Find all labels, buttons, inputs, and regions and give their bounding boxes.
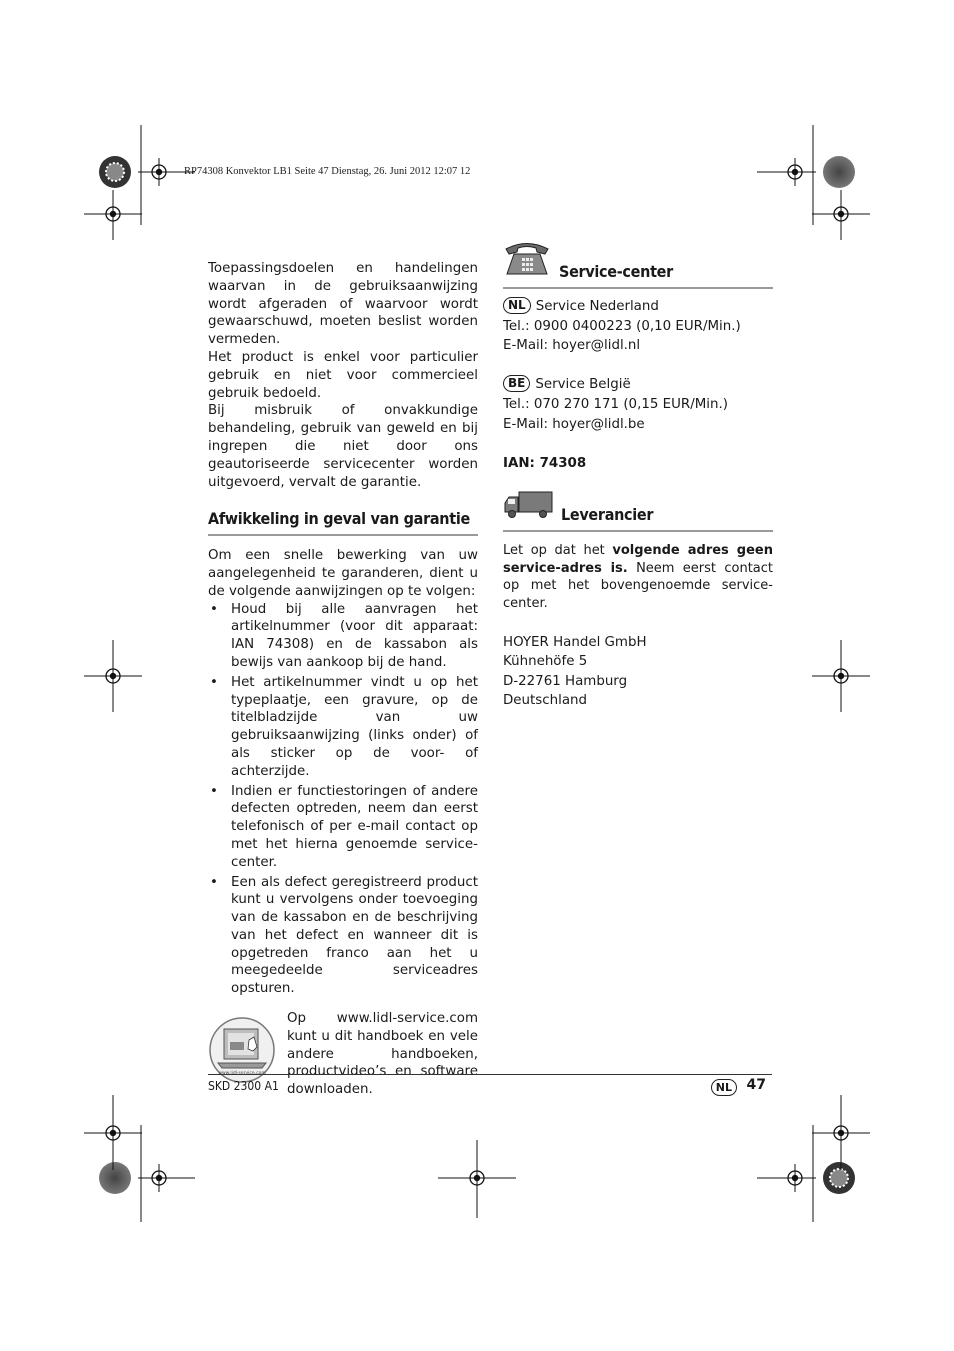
warranty-intro: Om een snelle bewerking van uw aangelegenheid te garanderen, dient u de volgende aanwijzingen op te volgen: xyxy=(208,548,478,599)
starburst-mark-tl xyxy=(99,156,131,188)
page-number: 47 xyxy=(746,1077,766,1093)
print-header: RP74308 Konvektor LB1 Seite 47 Dienstag, 26. Juni 2012 12:07 12 xyxy=(184,166,471,177)
starburst-mark-bl xyxy=(99,1162,131,1194)
starburst-mark-tr xyxy=(823,156,855,188)
list-item: • Een als defect geregistreerd product kunt u vervolgens onder toevoeging van de kassabon en de beschrijving van het defect en wanneer dit is opgetreden franco aan het u meegedeelde serviceadres opsturen. xyxy=(210,874,478,997)
service-nl: NL Service Nederland Tel.: 0900 0400223 (0,10 EUR/Min.) E-Mail: hoyer@lidl.nl xyxy=(503,297,773,355)
bullet-icon: • xyxy=(210,674,218,690)
footer-nl-flag-badge: NL xyxy=(711,1079,737,1096)
supplier-title: Leverancier xyxy=(561,505,654,525)
service-center-title: Service-center xyxy=(559,262,673,281)
starburst-mark-br xyxy=(823,1162,855,1194)
warranty-bullet-list xyxy=(208,601,478,999)
truck-icon xyxy=(503,491,553,525)
service-be-email: E-Mail: hoyer@lidl.be xyxy=(503,416,645,432)
model-number: SKD 2300 A1 xyxy=(208,1079,279,1093)
ian-number: IAN: 74308 xyxy=(503,455,587,471)
address-line: Deutschland xyxy=(503,693,588,709)
address-line: HOYER Handel GmbH xyxy=(503,634,647,650)
warranty-section-title: Afwikkeling in geval van garantie xyxy=(208,510,478,536)
download-text: Op www.lidl-service.com kunt u dit handboek en vele andere handboeken, productvideo’s en software downloaden. xyxy=(287,1011,478,1098)
left-column xyxy=(208,260,478,1099)
supplier-note: Let op dat het volgende adres geen service-adres is. Neem eerst contact op met het bovengenoemde service-center. xyxy=(503,543,773,611)
right-column xyxy=(503,240,773,711)
service-center-heading xyxy=(503,240,773,289)
service-be: BE Service België Tel.: 070 270 171 (0,15 EUR/Min.) E-Mail: hoyer@lidl.be xyxy=(503,375,773,433)
bullet-icon: • xyxy=(210,874,218,890)
intro-paragraph-3: Bij misbruik of onvakkundige behandeling, gebruik van geweld en bij ingrepen die niet door ons geautoriseerde servicecenter worden uitgevoerd, vervalt de garantie. xyxy=(208,403,478,490)
nl-flag-badge: NL xyxy=(503,297,531,314)
list-item: • Indien er functiestoringen of andere defecten optreden, neem dan eerst telefonisch of per e-mail contact op met het hierna genoemde service-center. xyxy=(210,783,478,870)
be-flag-badge: BE xyxy=(503,375,530,392)
supplier-heading xyxy=(503,491,773,532)
service-nl-phone: Tel.: 0900 0400223 (0,10 EUR/Min.) xyxy=(503,318,741,334)
list-item: • Houd bij alle aanvragen het artikelnummer (voor dit apparaat: IAN 74308) en de kassabon als bewijs van aankoop bij de hand. xyxy=(210,601,478,670)
bullet-icon: • xyxy=(210,783,218,799)
service-be-phone: Tel.: 070 270 171 (0,15 EUR/Min.) xyxy=(503,396,728,412)
address-line: D-22761 Hamburg xyxy=(503,673,628,689)
telephone-icon xyxy=(503,240,551,282)
bullet-icon: • xyxy=(210,601,218,617)
intro-paragraph-1: Toepassingsdoelen en handelingen waarvan in de gebruiksaanwijzing wordt afgeraden of waarvoor wordt gewaarschuwd, moeten beslist worden vermeden. xyxy=(208,261,478,348)
address-line: Kühnehöfe 5 xyxy=(503,654,588,670)
svg-text:www.lidl-service.com: www.lidl-service.com xyxy=(218,1071,266,1077)
list-item: • Het artikelnummer vindt u op het typeplaatje, een gravure, op de titelbladzijde van uw gebruiksaanwijzing (links onder) of als sticker op de voor- of achterzijde. xyxy=(210,674,478,779)
supplier-address xyxy=(503,633,773,711)
intro-paragraph-2: Het product is enkel voor particulier gebruik en niet voor commercieel gebruik bedoeld. xyxy=(208,349,478,401)
service-nl-email: E-Mail: hoyer@lidl.nl xyxy=(503,338,641,354)
